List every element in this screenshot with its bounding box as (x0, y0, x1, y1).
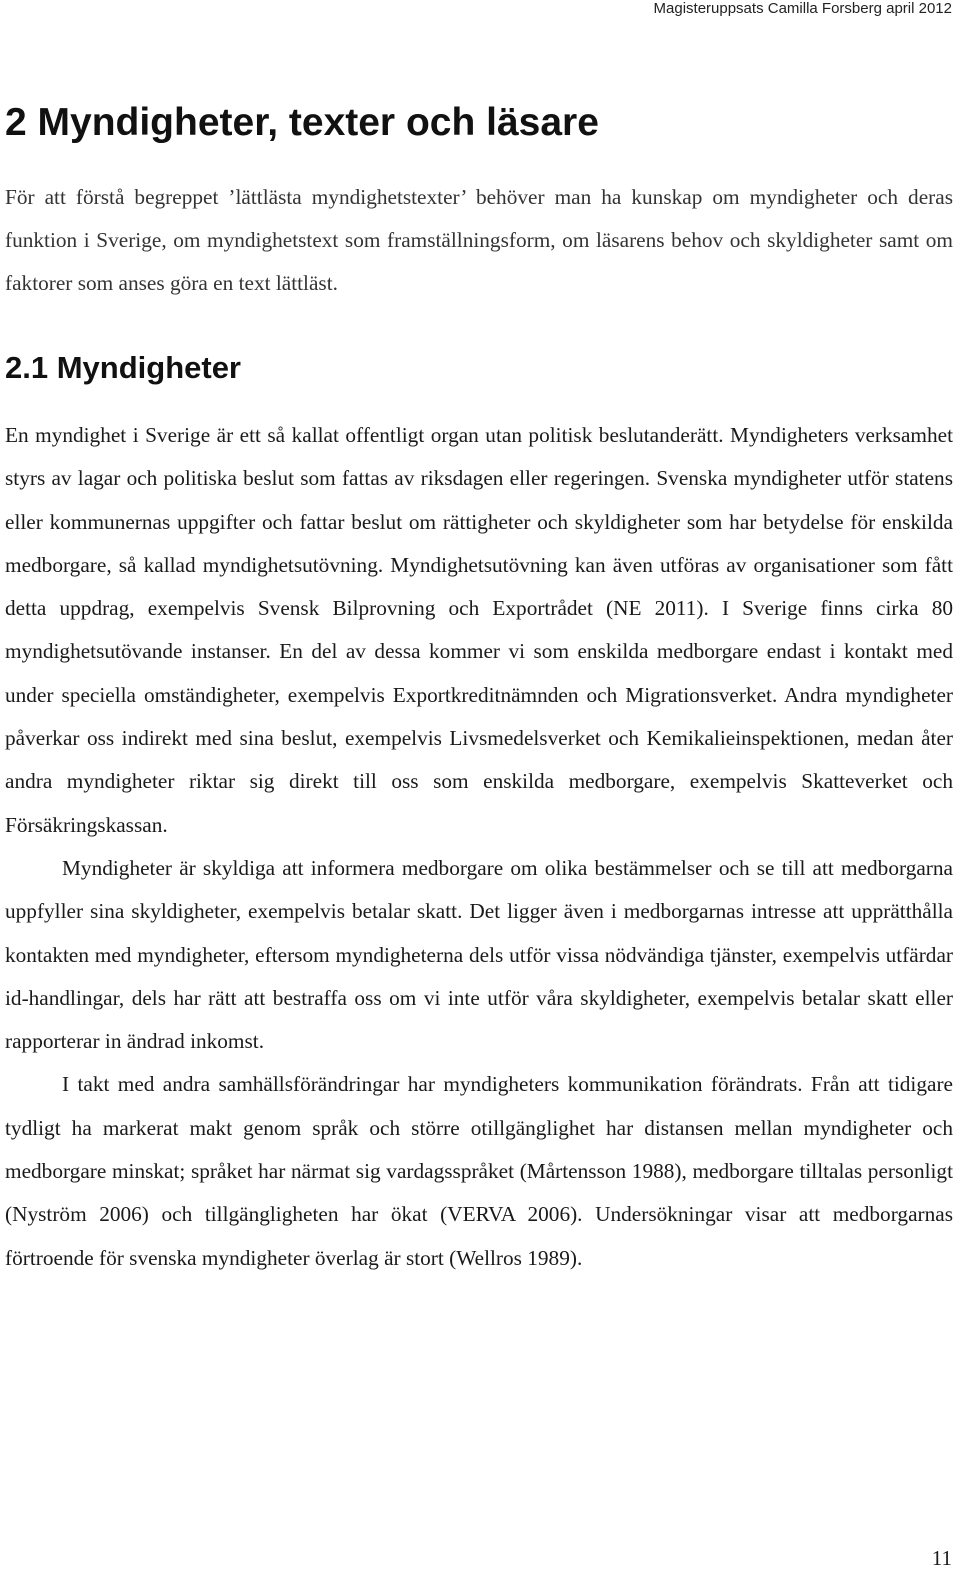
page-number: 11 (931, 1546, 952, 1570)
section-body (5, 414, 953, 1280)
section-title: 2.1 Myndigheter (5, 350, 241, 385)
body-paragraph-3: I takt med andra samhällsförändringar har myndigheters kommunikation förändrats. Från att tidigare tydligt ha markerat makt genom språk och större otillgänglighet har distansen mellan myndigheter och medborgare minskat; språket har närmat sig vardagsspråket (Mårtensson 1988), medborgare tilltalas personligt (Nyström 2006) och tillgängligheten har ökat (VERVA 2006). Undersökningar visar att medborgarnas förtroende för svenska myndigheter överlag är stort (Wellros 1989). (5, 1072, 953, 1270)
body-paragraph-1: En myndighet i Sverige är ett så kallat offentligt organ utan politisk beslutanderätt. Myndigheters verksamhet styrs av lagar och politiska beslut som fattas av riksdagen eller regeringen. Svenska myndigheter utför statens eller kommunernas uppgifter och fattar beslut om rättigheter och skyldigheter som har betydelse för enskilda medborgare, så kallad myndighetsutövning. Myndighetsutövning kan även utföras av organisationer som fått detta uppdrag, exempelvis Svensk Bilprovning och Exportrådet (NE 2011). I Sverige finns cirka 80 myndighetsutövande instanser. En del av dessa kommer vi som enskilda medborgare endast i kontakt med under speciella omständigheter, exempelvis Exportkreditnämnden och Migrationsverket. Andra myndigheter påverkar oss indirekt med sina beslut, exempelvis Livsmedelsverket och Kemikalieinspektionen, medan åter andra myndigheter riktar sig direkt till oss som enskilda medborgare, exempelvis Skatteverket och Försäkringskassan. (5, 423, 953, 837)
chapter-title: 2 Myndigheter, texter och läsare (5, 101, 599, 144)
running-header: Magisteruppsats Camilla Forsberg april 2012 (653, 0, 952, 17)
chapter-intro-paragraph: För att förstå begreppet ’lättlästa myndighetstexter’ behöver man ha kunskap om myndigheter och deras funktion i Sverige, om myndighetstext som framställningsform, om läsarens behov och skyldigheter samt om faktorer som anses göra en text lättläst. (5, 185, 953, 296)
body-paragraph-2: Myndigheter är skyldiga att informera medborgare om olika bestämmelser och se till att medborgarna uppfyller sina skyldigheter, exempelvis betalar skatt. Det ligger även i medborgarnas intresse att upprätthålla kontakten med myndigheter, eftersom myndigheterna dels utför vissa nödvändiga tjänster, exempelvis utfärdar id-handlingar, dels har rätt att bestraffa oss om vi inte utför våra skyldigheter, exempelvis betalar skatt eller rapporterar in ändrad inkomst. (5, 855, 953, 1054)
